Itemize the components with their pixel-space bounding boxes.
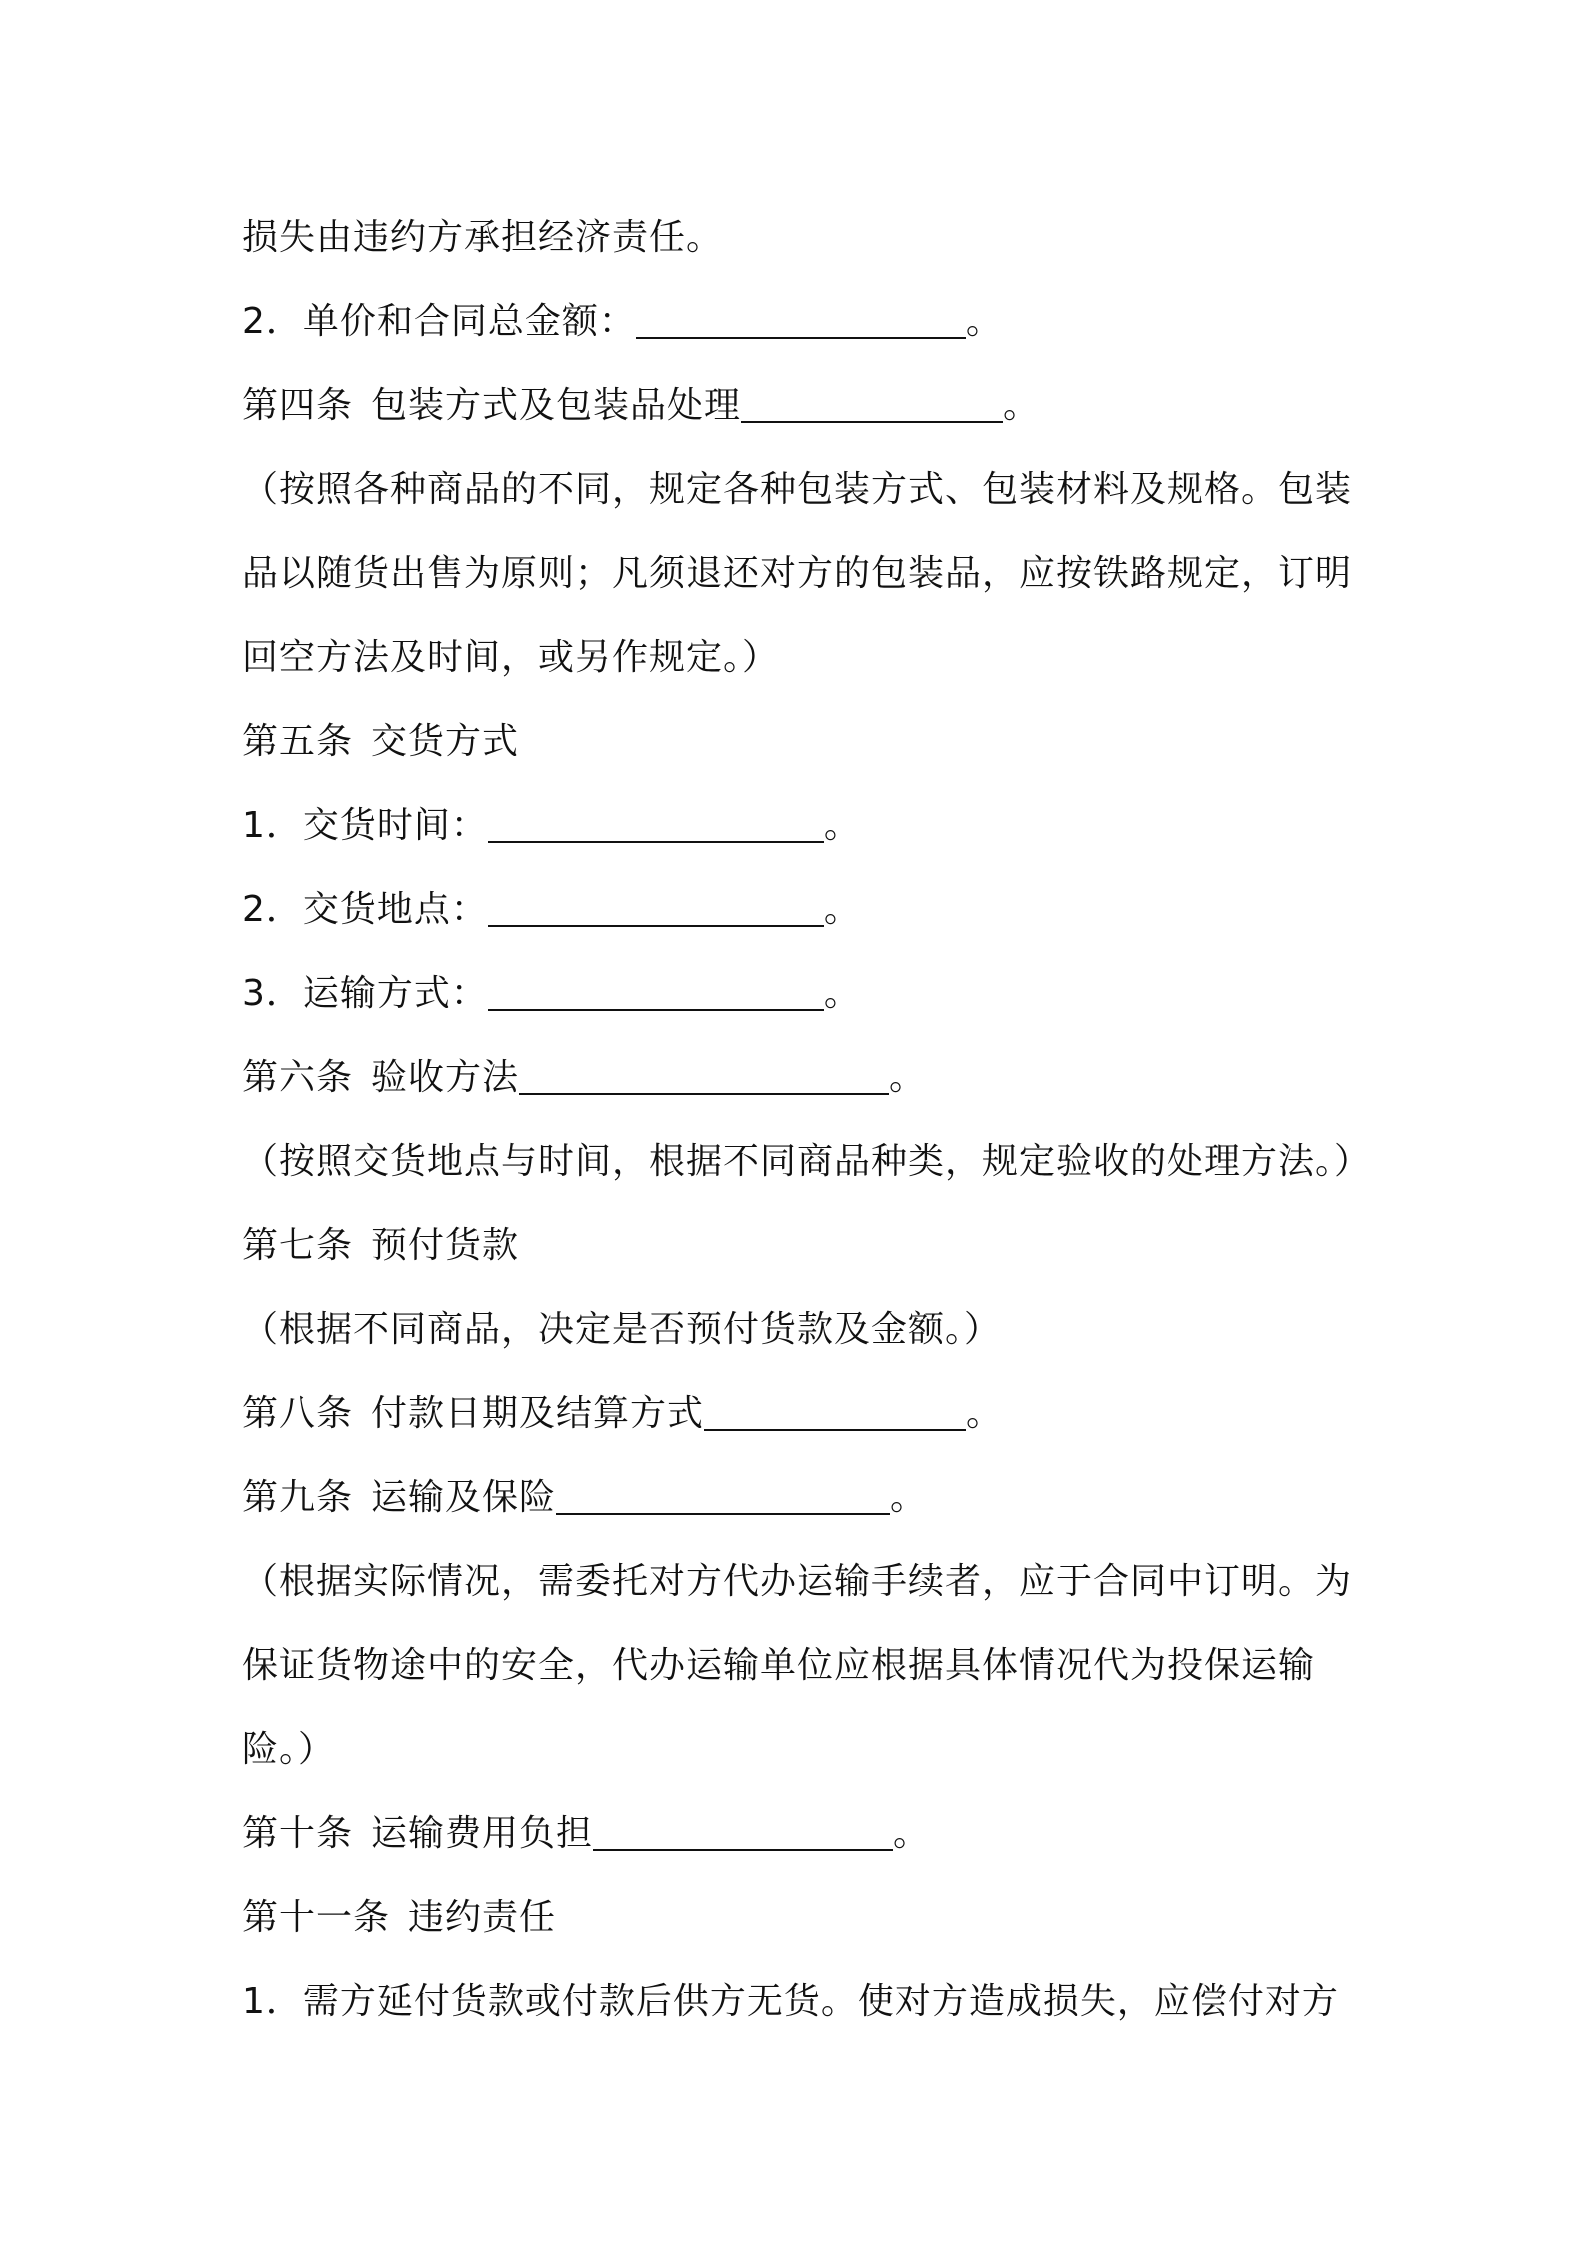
line-text: 3．运输方式： — [242, 973, 488, 1014]
article-title: 预付货款 — [371, 1225, 520, 1266]
article-title: 包装方式及包装品处理 — [371, 385, 742, 426]
line-end: 。 — [823, 805, 861, 846]
article-number: 第四条 — [242, 385, 354, 426]
fill-in-blank — [556, 1473, 890, 1515]
line-text: （按照交货地点与时间，根据不同商品种类，规定验收的处理方法。） — [242, 1141, 1372, 1182]
line-end: 。 — [966, 1393, 1004, 1434]
text-line — [242, 196, 1362, 280]
article-number: 第九条 — [242, 1477, 354, 1518]
line-text: （根据实际情况，需委托对方代办运输手续者，应于合同中订明。为 — [242, 1561, 1353, 1602]
line-end: 。 — [890, 1477, 928, 1518]
article-title: 验收方法 — [371, 1057, 520, 1098]
line-text: （根据不同商品，决定是否预付货款及金额。） — [242, 1309, 1002, 1350]
article-number: 第十一条 — [242, 1897, 391, 1938]
article-heading — [242, 1204, 1362, 1288]
article-heading — [242, 700, 1362, 784]
fill-in-blank — [488, 885, 824, 927]
line-text: 品以随货出售为原则；凡须退还对方的包装品，应按铁路规定，订明 — [242, 553, 1353, 594]
text-line — [242, 532, 1362, 616]
text-line-with-blank — [242, 280, 1362, 364]
fill-in-blank — [593, 1809, 893, 1851]
line-text: 险。） — [242, 1729, 336, 1770]
article-heading — [242, 1876, 1362, 1960]
text-line-with-blank — [242, 952, 1362, 1036]
article-title: 运输及保险 — [371, 1477, 557, 1518]
text-line-with-blank — [242, 868, 1362, 952]
article-heading — [242, 1792, 1362, 1876]
text-line — [242, 1624, 1362, 1708]
article-number: 第五条 — [242, 721, 354, 762]
line-end: 。 — [823, 973, 861, 1014]
line-text: 1．需方延付货款或付款后供方无货。使对方造成损失，应偿付对方 — [242, 1981, 1339, 2022]
line-text: 回空方法及时间，或另作规定。） — [242, 637, 780, 678]
text-line — [242, 616, 1362, 700]
line-end: 。 — [893, 1813, 931, 1854]
fill-in-blank — [704, 1389, 966, 1431]
text-line — [242, 1540, 1362, 1624]
line-end: 。 — [823, 889, 861, 930]
article-number: 第六条 — [242, 1057, 354, 1098]
text-line — [242, 448, 1362, 532]
text-line — [242, 1960, 1362, 2044]
line-end: 。 — [965, 301, 1003, 342]
text-line — [242, 1288, 1362, 1372]
document-body — [242, 196, 1372, 2044]
article-title: 交货方式 — [371, 721, 520, 762]
line-text: 保证货物途中的安全，代办运输单位应根据具体情况代为投保运输 — [242, 1645, 1316, 1686]
line-text: （按照各种商品的不同，规定各种包装方式、包装材料及规格。包装 — [242, 469, 1353, 510]
line-text: 2．交货地点： — [242, 889, 488, 930]
fill-in-blank — [488, 969, 824, 1011]
article-heading — [242, 1372, 1362, 1456]
fill-in-blank — [636, 297, 966, 339]
text-line-with-blank — [242, 784, 1362, 868]
article-title: 违约责任 — [408, 1897, 557, 1938]
line-text: 损失由违约方承担经济责任。 — [242, 217, 724, 258]
fill-in-blank — [519, 1053, 889, 1095]
line-text: 2．单价和合同总金额： — [242, 301, 636, 342]
line-end: 。 — [889, 1057, 927, 1098]
article-number: 第八条 — [242, 1393, 354, 1434]
line-text: 1．交货时间： — [242, 805, 488, 846]
article-heading — [242, 1456, 1362, 1540]
fill-in-blank — [488, 801, 824, 843]
article-heading — [242, 364, 1362, 448]
article-title: 付款日期及结算方式 — [371, 1393, 705, 1434]
article-title: 运输费用负担 — [371, 1813, 594, 1854]
article-number: 第七条 — [242, 1225, 354, 1266]
article-number: 第十条 — [242, 1813, 354, 1854]
article-heading — [242, 1036, 1362, 1120]
fill-in-blank — [741, 381, 1003, 423]
line-end: 。 — [1003, 385, 1041, 426]
text-line — [242, 1708, 1362, 1792]
text-line — [242, 1120, 1372, 1204]
